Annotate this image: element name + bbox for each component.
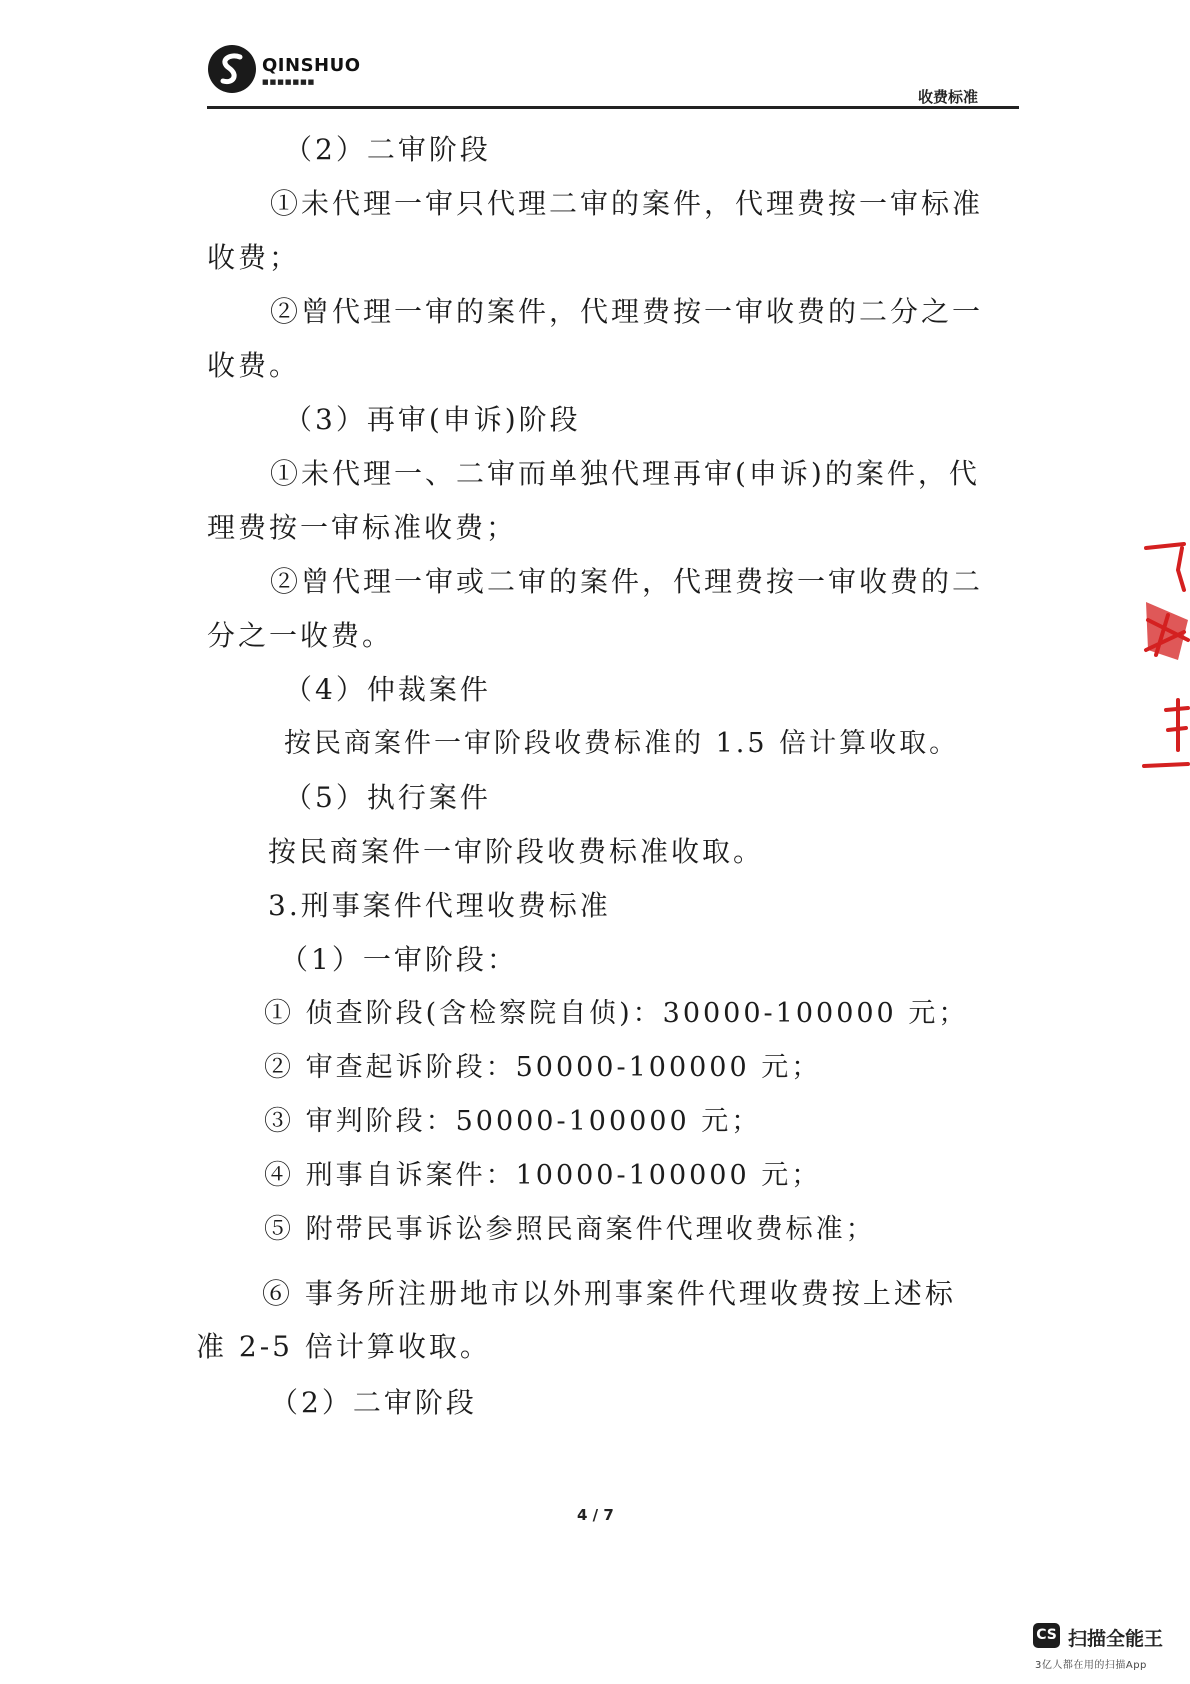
text-line: 收费； [207, 241, 301, 274]
text-line: 按民商案件一审阶段收费标准收取。 [268, 835, 765, 868]
brand-subtitle: ■■■■■■■ [262, 78, 316, 86]
list-item: ① 侦查阶段(含检察院自侦)：30000-100000 元； [264, 998, 969, 1029]
section-heading: （2）二审阶段 [284, 133, 491, 166]
list-item: ⑥ 事务所注册地市以外刑事案件代理收费按上述标 [262, 1277, 956, 1310]
list-item: ④ 刑事自诉案件：10000-100000 元； [264, 1160, 822, 1191]
list-item: ② 审查起诉阶段：50000-100000 元； [264, 1052, 822, 1083]
text-line: ②曾代理一审或二审的案件，代理费按一审收费的二 [270, 565, 984, 598]
page-number: 4 / 7 [577, 1506, 614, 1524]
text-line: 分之一收费。 [207, 619, 394, 652]
text-line: 按民商案件一审阶段收费标准的 1.5 倍计算收取。 [284, 728, 960, 759]
list-item: ⑤ 附带民事诉讼参照民商案件代理收费标准； [264, 1214, 876, 1245]
seal-stamp-fragment [1138, 540, 1190, 770]
text-line: 理费按一审标准收费； [207, 511, 518, 544]
camscanner-logo-icon: CS [1033, 1623, 1060, 1648]
qinshuo-logo-icon [207, 44, 257, 94]
list-item: ③ 审判阶段：50000-100000 元； [264, 1106, 762, 1137]
text-line: 准 2-5 倍计算收取。 [196, 1330, 491, 1363]
text-line: ①未代理一、二审而单独代理再审(申诉)的案件，代 [270, 457, 980, 490]
section-heading: （1）一审阶段： [280, 943, 518, 976]
text-line: ①未代理一审只代理二审的案件，代理费按一审标准 [270, 187, 984, 220]
section-heading: （4）仲裁案件 [284, 673, 491, 706]
section-heading: （3）再审(申诉)阶段 [284, 403, 581, 436]
section-heading: （5）执行案件 [284, 781, 491, 814]
brand-name: QINSHUO [262, 55, 361, 76]
watermark-name: 扫描全能王 [1068, 1628, 1164, 1650]
text-line: ②曾代理一审的案件，代理费按一审收费的二分之一 [270, 295, 984, 328]
header-divider [207, 106, 1019, 109]
section-heading: （2）二审阶段 [270, 1386, 477, 1419]
header-doc-title: 收费标准 [918, 88, 979, 106]
text-line: 收费。 [207, 349, 301, 382]
watermark-tagline: 3亿人都在用的扫描App [1035, 1660, 1147, 1671]
section-heading: 3.刑事案件代理收费标准 [268, 889, 611, 922]
